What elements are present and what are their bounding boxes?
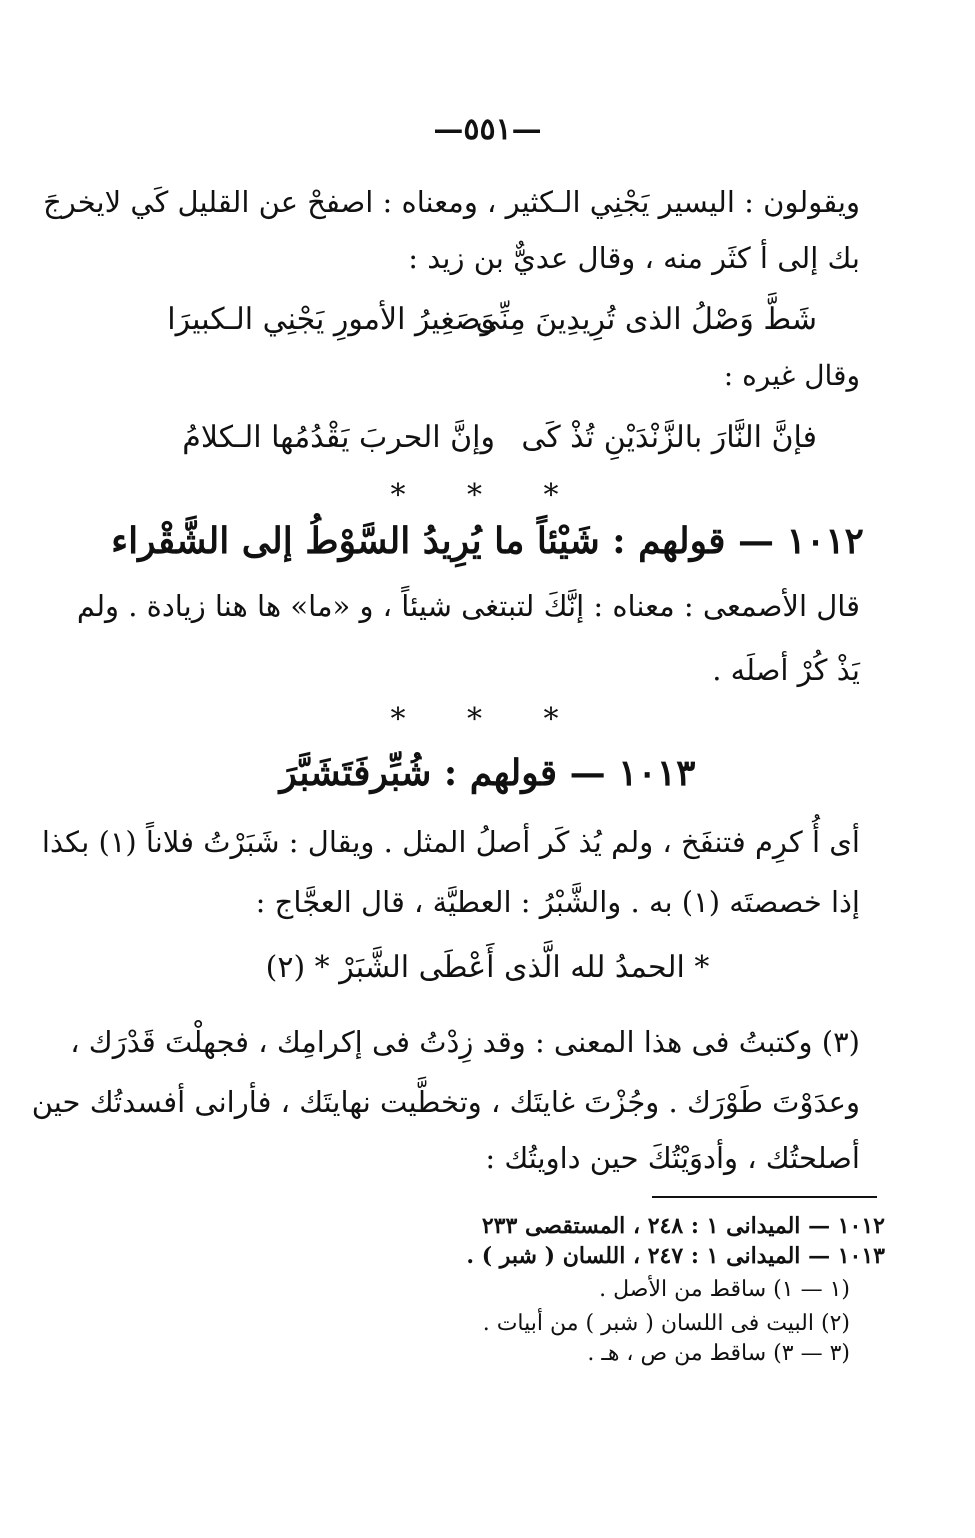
verse-line: * الحمدُ لله الَّذى أَعْطَى الشَّبَرْ * (٢) bbox=[265, 950, 710, 985]
paragraph-line: أى أُ كرِم فتنفَخ ، ولم يُذ كَر أصلُ المثل . ويقال : شَبَرْتُ فلاناً (١) بكذا bbox=[41, 825, 860, 859]
said-other-line: وقال غيره : bbox=[723, 359, 860, 392]
paragraph-line: إذا خصصتَه (١) به . والشَّبْرُ : العطيَّة ، قال العجَّاج : bbox=[255, 885, 860, 919]
footnote-separator bbox=[652, 1196, 877, 1198]
paragraph-line: يَذْ كُرْ أصلَه . bbox=[712, 653, 860, 687]
footnote: ١٠١٣ — الميدانى ١ : ٢٤٧ ، اللسان ( شبر ) . bbox=[466, 1243, 885, 1269]
footnote: (٢) البيت فى اللسان ( شبر ) من أبيات . bbox=[482, 1311, 850, 1336]
verse-hemistich-first: شَطَّ وَصْلُ الذى تُرِيدِينَ مِنِّى bbox=[475, 302, 817, 337]
page-number: —٥٥١— bbox=[433, 112, 542, 147]
section-divider-stars: * * * bbox=[390, 702, 585, 737]
paragraph-line: قال الأصمعى : معناه : إنَّكَ لتبتغى شيئاً ، و «ما» ها هنا زيادة . ولم bbox=[76, 589, 860, 623]
footnote: ١٠١٢ — الميدانى ١ : ٢٤٨ ، المستقصى ٢٣٣ bbox=[481, 1213, 885, 1239]
verse-hemistich-second: وإنَّ الحربَ يَقْدُمُها الـكلامُ bbox=[182, 420, 495, 455]
paragraph-line: بك إلى أ كثَر منه ، وقال عديٌّ بن زيد : bbox=[408, 241, 860, 275]
paragraph-line: أصلحتُك ، وأدوَيْتُكَ حين داويتُك : bbox=[485, 1141, 860, 1175]
verse-hemistich-second: وَصَغِيرُ الأمورِ يَجْنِي الـكبيرَا bbox=[167, 302, 495, 337]
paragraph-line: وعدَوْتَ طَوْرَك . وجُزْتَ غايتَك ، وتخطَّيت نهايتَك ، فأرانى أفسدتُك حين bbox=[31, 1085, 860, 1119]
footnote: (١ — ١) ساقط من الأصل . bbox=[599, 1277, 850, 1302]
paragraph-line: (٣) وكتبتُ فى هذا المعنى : وقد زِدْتُ فى إكرامِك ، فجهلْتَ قَدْرَك ، bbox=[70, 1025, 860, 1059]
footnote: (٣ — ٣) ساقط من ص ، هـ . bbox=[587, 1341, 850, 1366]
paragraph-line: ويقولون : اليسير يَجْنِي الـكثير ، ومعناه : اصفحْ عن القليل كَي لايخرجَ bbox=[43, 185, 860, 219]
section-heading-1012: ١٠١٢ — قولهم : شَيْئاً ما يُرِيدُ السَّوْطُ إلى الشَّقْراء bbox=[111, 520, 864, 562]
verse-hemistich-first: فإنَّ النَّارَ بالزَّنْدَيْنِ تُذْ كَى bbox=[521, 420, 817, 455]
section-divider-stars: * * * bbox=[390, 478, 585, 513]
section-heading-1013: ١٠١٣ — قولهم : شُبِّرفَتَشَبَّرَ bbox=[279, 752, 696, 794]
